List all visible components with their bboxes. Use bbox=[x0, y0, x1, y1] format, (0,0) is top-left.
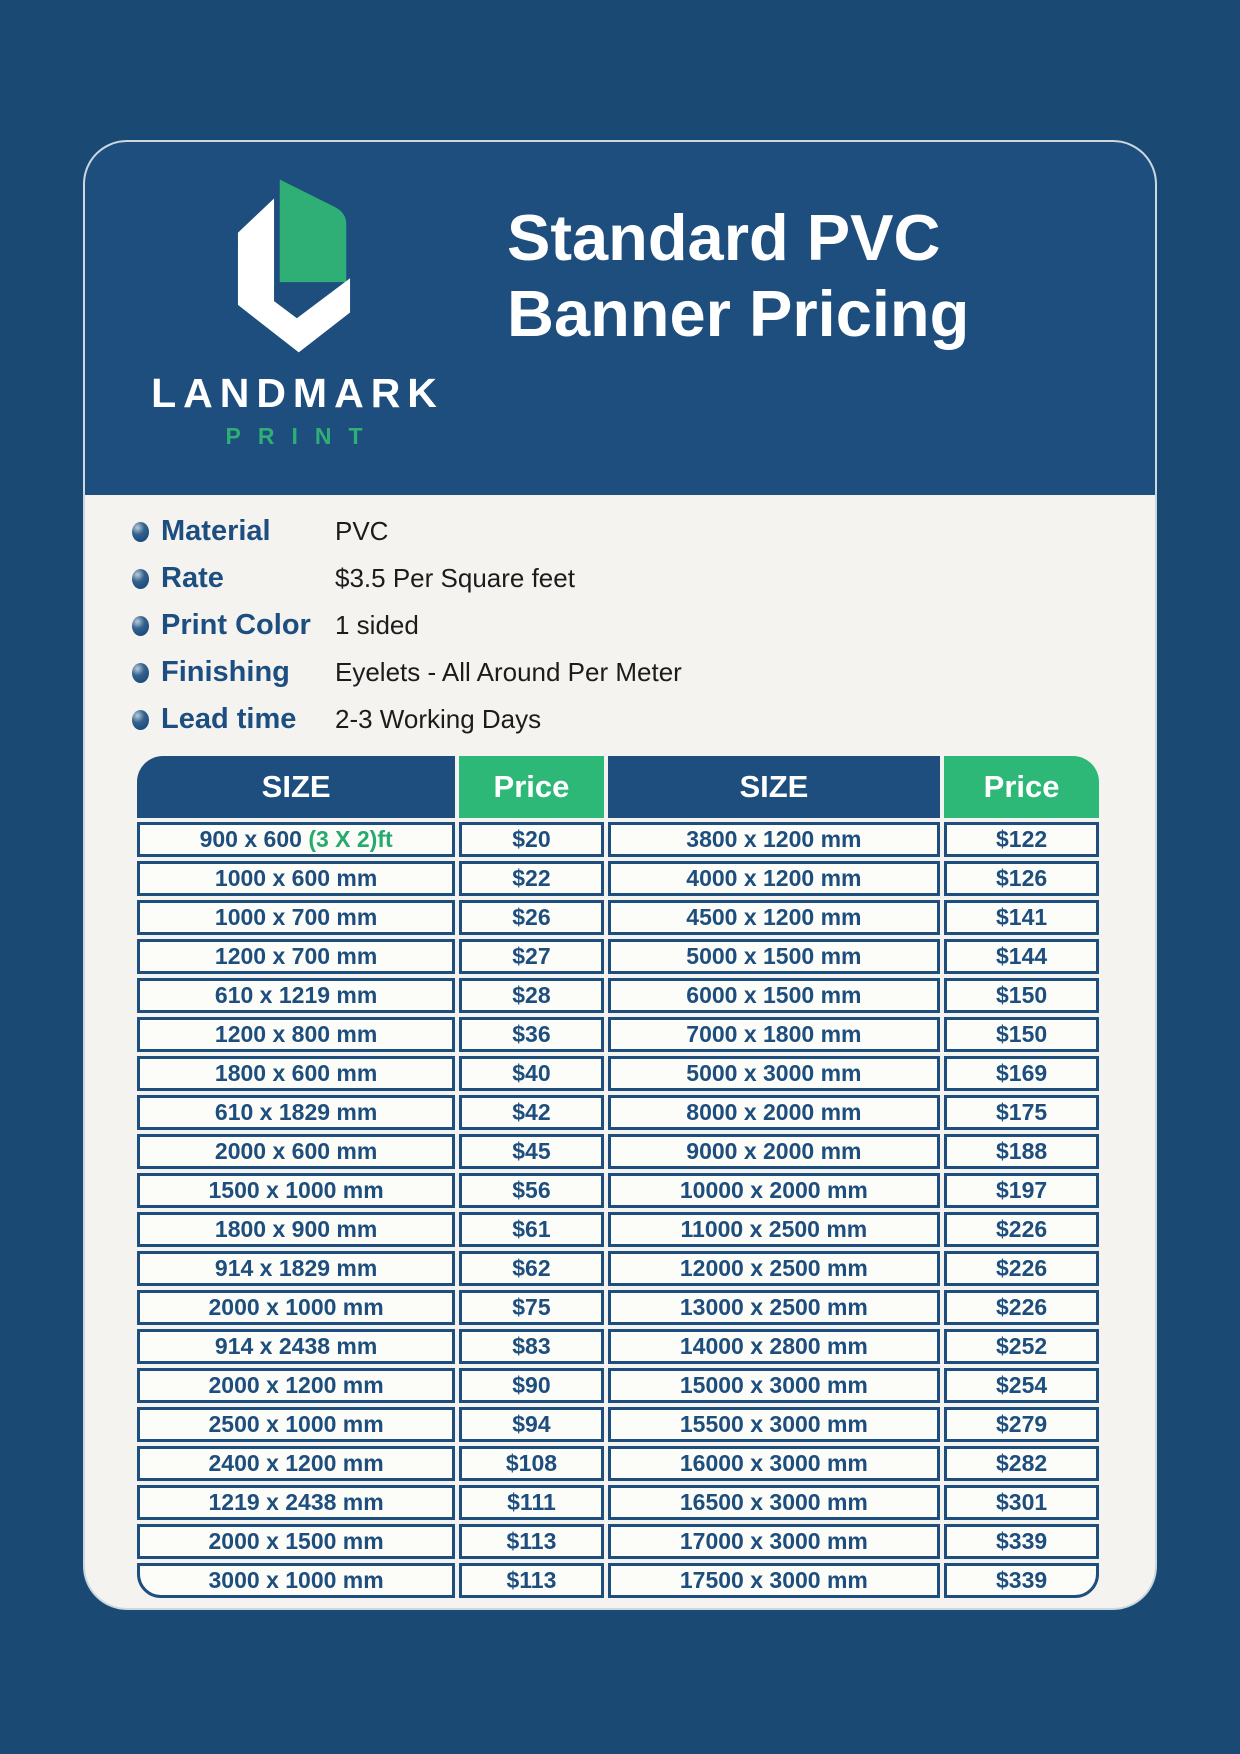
price-table-head bbox=[137, 756, 1099, 818]
table-row bbox=[137, 1524, 1099, 1559]
price-cell: $282 bbox=[944, 1446, 1099, 1481]
spec-label: Finishing bbox=[161, 656, 290, 688]
size-cell: 13000 x 2500 mm bbox=[608, 1290, 941, 1325]
size-cell: 1219 x 2438 mm bbox=[137, 1485, 455, 1520]
price-cell: $27 bbox=[459, 939, 603, 974]
size-main: 900 x 600 bbox=[199, 826, 309, 852]
spec-label: Lead time bbox=[161, 703, 297, 735]
price-cell: $301 bbox=[944, 1485, 1099, 1520]
size-cell: 3000 x 1000 mm bbox=[137, 1563, 455, 1598]
size-cell: 2500 x 1000 mm bbox=[137, 1407, 455, 1442]
price-cell: $22 bbox=[459, 861, 603, 896]
size-cell: 5000 x 3000 mm bbox=[608, 1056, 941, 1091]
size-cell: 1200 x 800 mm bbox=[137, 1017, 455, 1052]
spec-row-rate bbox=[132, 555, 682, 602]
table-row bbox=[137, 1329, 1099, 1364]
size-cell: 8000 x 2000 mm bbox=[608, 1095, 941, 1130]
size-cell: 4000 x 1200 mm bbox=[608, 861, 941, 896]
size-cell: 2400 x 1200 mm bbox=[137, 1446, 455, 1481]
pricing-card bbox=[83, 140, 1157, 1610]
price-cell: $197 bbox=[944, 1173, 1099, 1208]
size-cell bbox=[137, 822, 455, 857]
price-table bbox=[133, 752, 1103, 1602]
brand-subtitle: PRINT bbox=[225, 423, 380, 449]
price-cell: $113 bbox=[459, 1563, 603, 1598]
size-cell: 11000 x 2500 mm bbox=[608, 1212, 941, 1247]
size-cell: 6000 x 1500 mm bbox=[608, 978, 941, 1013]
table-row bbox=[137, 900, 1099, 935]
table-row bbox=[137, 1017, 1099, 1052]
table-row bbox=[137, 1446, 1099, 1481]
size-cell: 5000 x 1500 mm bbox=[608, 939, 941, 974]
card-header bbox=[85, 142, 1155, 495]
spec-label: Rate bbox=[161, 562, 224, 594]
price-cell: $126 bbox=[944, 861, 1099, 896]
table-row bbox=[137, 1095, 1099, 1130]
size-cell: 610 x 1219 mm bbox=[137, 978, 455, 1013]
header-row bbox=[137, 756, 1099, 818]
table-row bbox=[137, 1134, 1099, 1169]
table-row bbox=[137, 1368, 1099, 1403]
price-cell: $111 bbox=[459, 1485, 603, 1520]
table-row bbox=[137, 1056, 1099, 1091]
price-cell: $141 bbox=[944, 900, 1099, 935]
col-header-price-1: Price bbox=[459, 756, 603, 818]
price-cell: $62 bbox=[459, 1251, 603, 1286]
table-row bbox=[137, 1251, 1099, 1286]
size-cell: 7000 x 1800 mm bbox=[608, 1017, 941, 1052]
price-cell: $122 bbox=[944, 822, 1099, 857]
landmark-logo-icon bbox=[219, 170, 369, 360]
size-cell: 3800 x 1200 mm bbox=[608, 822, 941, 857]
size-cell: 9000 x 2000 mm bbox=[608, 1134, 941, 1169]
size-cell: 15500 x 3000 mm bbox=[608, 1407, 941, 1442]
size-cell: 1000 x 700 mm bbox=[137, 900, 455, 935]
spec-label: Print Color bbox=[161, 609, 311, 641]
spec-value: 1 sided bbox=[335, 610, 419, 640]
price-cell: $150 bbox=[944, 978, 1099, 1013]
price-cell: $90 bbox=[459, 1368, 603, 1403]
brand-logo bbox=[113, 170, 475, 450]
size-cell: 17500 x 3000 mm bbox=[608, 1563, 941, 1598]
size-cell: 1800 x 600 mm bbox=[137, 1056, 455, 1091]
size-cell: 17000 x 3000 mm bbox=[608, 1524, 941, 1559]
price-cell: $226 bbox=[944, 1212, 1099, 1247]
spec-value: $3.5 Per Square feet bbox=[335, 563, 575, 593]
size-cell: 2000 x 1500 mm bbox=[137, 1524, 455, 1559]
table-row bbox=[137, 939, 1099, 974]
price-cell: $279 bbox=[944, 1407, 1099, 1442]
page-title-line2: Banner Pricing bbox=[507, 277, 970, 351]
price-cell: $42 bbox=[459, 1095, 603, 1130]
table-row bbox=[137, 1485, 1099, 1520]
table-row bbox=[137, 1290, 1099, 1325]
spec-value: PVC bbox=[335, 516, 389, 546]
spec-list bbox=[132, 508, 682, 743]
table-row bbox=[137, 861, 1099, 896]
size-cell: 1000 x 600 mm bbox=[137, 861, 455, 896]
price-cell: $36 bbox=[459, 1017, 603, 1052]
size-cell: 1800 x 900 mm bbox=[137, 1212, 455, 1247]
page-title bbox=[507, 200, 969, 352]
price-cell: $169 bbox=[944, 1056, 1099, 1091]
bullet-icon bbox=[132, 522, 149, 542]
spec-row-finishing bbox=[132, 649, 682, 696]
size-cell: 1500 x 1000 mm bbox=[137, 1173, 455, 1208]
size-cell: 2000 x 1200 mm bbox=[137, 1368, 455, 1403]
price-cell: $94 bbox=[459, 1407, 603, 1442]
size-cell: 610 x 1829 mm bbox=[137, 1095, 455, 1130]
col-header-price-2: Price bbox=[944, 756, 1099, 818]
size-cell: 15000 x 3000 mm bbox=[608, 1368, 941, 1403]
price-cell: $40 bbox=[459, 1056, 603, 1091]
size-accent: (3 X 2)ft bbox=[308, 826, 393, 852]
size-cell: 16500 x 3000 mm bbox=[608, 1485, 941, 1520]
price-cell: $339 bbox=[944, 1524, 1099, 1559]
table-row bbox=[137, 1212, 1099, 1247]
price-cell: $226 bbox=[944, 1290, 1099, 1325]
size-cell: 4500 x 1200 mm bbox=[608, 900, 941, 935]
spec-value: 2-3 Working Days bbox=[335, 704, 542, 734]
price-cell: $75 bbox=[459, 1290, 603, 1325]
price-cell: $188 bbox=[944, 1134, 1099, 1169]
price-cell: $45 bbox=[459, 1134, 603, 1169]
price-cell: $150 bbox=[944, 1017, 1099, 1052]
bullet-icon bbox=[132, 663, 149, 683]
table-row bbox=[137, 1173, 1099, 1208]
size-cell: 14000 x 2800 mm bbox=[608, 1329, 941, 1364]
table-row bbox=[137, 978, 1099, 1013]
price-cell: $226 bbox=[944, 1251, 1099, 1286]
spec-row-material bbox=[132, 508, 682, 555]
size-cell: 1200 x 700 mm bbox=[137, 939, 455, 974]
spec-label: Material bbox=[161, 515, 271, 547]
bullet-icon bbox=[132, 616, 149, 636]
spec-value: Eyelets - All Around Per Meter bbox=[335, 657, 682, 687]
table-row bbox=[137, 822, 1099, 857]
price-cell: $339 bbox=[944, 1563, 1099, 1598]
price-cell: $113 bbox=[459, 1524, 603, 1559]
price-cell: $254 bbox=[944, 1368, 1099, 1403]
price-cell: $252 bbox=[944, 1329, 1099, 1364]
size-cell: 2000 x 600 mm bbox=[137, 1134, 455, 1169]
size-cell: 914 x 2438 mm bbox=[137, 1329, 455, 1364]
spec-row-print-color bbox=[132, 602, 682, 649]
size-cell: 914 x 1829 mm bbox=[137, 1251, 455, 1286]
brand-name: LANDMARK bbox=[151, 370, 444, 416]
price-cell: $83 bbox=[459, 1329, 603, 1364]
size-cell: 12000 x 2500 mm bbox=[608, 1251, 941, 1286]
size-cell: 16000 x 3000 mm bbox=[608, 1446, 941, 1481]
price-cell: $144 bbox=[944, 939, 1099, 974]
spec-row-lead-time bbox=[132, 696, 682, 743]
size-cell: 10000 x 2000 mm bbox=[608, 1173, 941, 1208]
price-cell: $108 bbox=[459, 1446, 603, 1481]
price-cell: $28 bbox=[459, 978, 603, 1013]
price-cell: $26 bbox=[459, 900, 603, 935]
price-cell: $56 bbox=[459, 1173, 603, 1208]
price-cell: $20 bbox=[459, 822, 603, 857]
bullet-icon bbox=[132, 569, 149, 589]
col-header-size-2: SIZE bbox=[608, 756, 941, 818]
page-title-line1: Standard PVC bbox=[507, 201, 941, 274]
price-cell: $61 bbox=[459, 1212, 603, 1247]
size-cell: 2000 x 1000 mm bbox=[137, 1290, 455, 1325]
table-row bbox=[137, 1563, 1099, 1598]
bullet-icon bbox=[132, 710, 149, 730]
col-header-size-1: SIZE bbox=[137, 756, 455, 818]
table-row bbox=[137, 1407, 1099, 1442]
price-table-body bbox=[137, 822, 1099, 1598]
price-cell: $175 bbox=[944, 1095, 1099, 1130]
